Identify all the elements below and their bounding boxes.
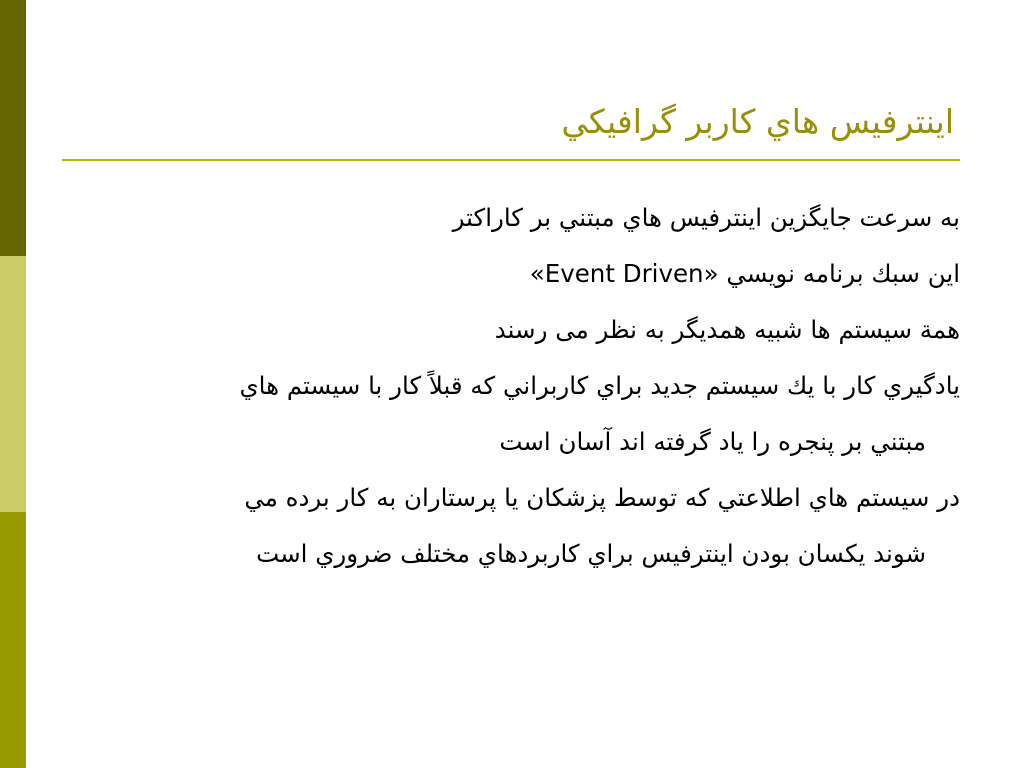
bullet-item-1 bbox=[40, 190, 960, 246]
bullet-5-line-2: شوند يكسان بودن اينترفيس براي كاربردهاي مختلف ضروري است bbox=[256, 539, 926, 568]
bullet-item-4 bbox=[40, 358, 960, 470]
title-divider bbox=[62, 159, 960, 161]
slide-content bbox=[40, 190, 960, 582]
bullet-item-5 bbox=[40, 470, 960, 582]
bullet-1-line-1: به سرعت جايگزين اينترفيس هاي مبتني بر كاراكتر bbox=[452, 203, 960, 232]
left-bar-segment-middle bbox=[0, 256, 26, 512]
bullet-3-line-1: همة سيستم ها شبيه همديگر به نظر مى رسند bbox=[494, 315, 960, 344]
slide-title: اينترفيس هاي كاربر گرافيكي bbox=[561, 102, 954, 141]
left-decorative-bar bbox=[0, 0, 26, 768]
left-bar-segment-top bbox=[0, 0, 26, 256]
bullet-4-line-1: يادگيري كار با يك سيستم جديد براي كاربراني كه قبلاً كار با سيستم هاي bbox=[239, 371, 960, 400]
bullet-item-2 bbox=[40, 246, 960, 302]
bullet-list bbox=[40, 190, 960, 582]
bullet-2-line-1: اين سبك برنامه نويسي «Event Driven» bbox=[529, 259, 960, 288]
bullet-5-line-1: در سيستم هاي اطلاعتي كه توسط پزشكان يا پرستاران به كار برده مي bbox=[244, 483, 960, 512]
left-bar-segment-bottom bbox=[0, 512, 26, 768]
bullet-4-line-2: مبتني بر پنجره را ياد گرفته اند آسان است bbox=[499, 427, 926, 456]
bullet-item-3 bbox=[40, 302, 960, 358]
